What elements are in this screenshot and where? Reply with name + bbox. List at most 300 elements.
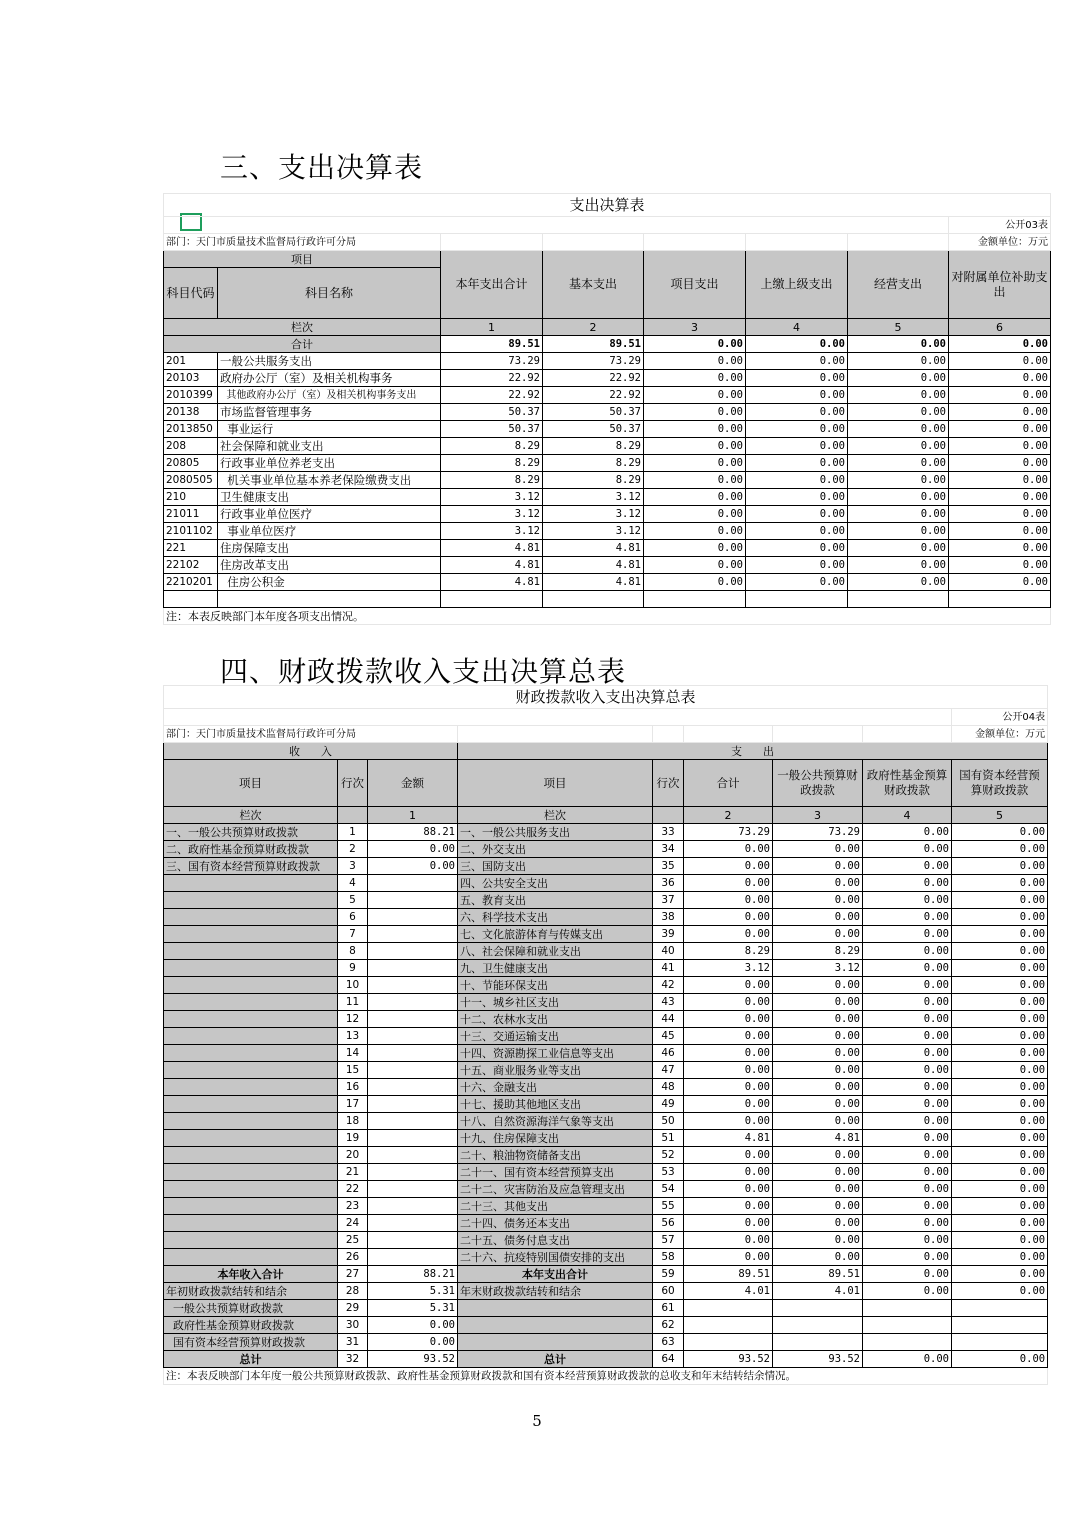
- table-code: 公开04表: [952, 709, 1048, 726]
- expense-line-no: 41: [653, 960, 684, 977]
- income-line-no: 17: [338, 1096, 368, 1113]
- amount-cell: 3.12: [441, 506, 543, 523]
- expense-item: 九、卫生健康支出: [458, 960, 653, 977]
- expense-amount: 0.00: [863, 841, 952, 858]
- income-item: [164, 943, 338, 960]
- income-item: [164, 1045, 338, 1062]
- expense-item: 十九、住房保障支出: [458, 1130, 653, 1147]
- expense-line-no: 42: [653, 977, 684, 994]
- colnum-cell: 3: [644, 319, 746, 336]
- expense-line-no: 39: [653, 926, 684, 943]
- amount-cell: 0.00: [746, 387, 848, 404]
- expense-amount: 0.00: [952, 1249, 1048, 1266]
- expense-amount: 0.00: [773, 1096, 863, 1113]
- expense-line-no: 45: [653, 1028, 684, 1045]
- expense-line-no: 61: [653, 1300, 684, 1317]
- subject-code: 2010399: [164, 387, 218, 404]
- data-row: [164, 994, 1048, 1011]
- data-row: [164, 977, 1048, 994]
- expense-amount: 0.00: [863, 1011, 952, 1028]
- expense-amount: 0.00: [863, 1266, 952, 1283]
- income-item: [164, 1130, 338, 1147]
- expense-line-no: 60: [653, 1283, 684, 1300]
- expense-line-no: 64: [653, 1351, 684, 1368]
- amount-cell: 0.00: [949, 489, 1051, 506]
- expense-amount: 0.00: [863, 1096, 952, 1113]
- expense-amount: 0.00: [773, 1181, 863, 1198]
- expense-amount: 0.00: [684, 858, 773, 875]
- amount-cell: 0.00: [746, 489, 848, 506]
- income-amount: [368, 909, 458, 926]
- subject-name: 住房保障支出: [218, 540, 441, 557]
- expense-amount: 0.00: [863, 824, 952, 841]
- expense-line-no: 50: [653, 1113, 684, 1130]
- expense-item: [458, 1300, 653, 1317]
- expense-line-no: 48: [653, 1079, 684, 1096]
- expense-amount: 0.00: [863, 1351, 952, 1368]
- unit-label: 金额单位：万元: [949, 234, 1051, 251]
- expense-amount: 0.00: [684, 1164, 773, 1181]
- expense-amount: 0.00: [863, 1028, 952, 1045]
- income-line-no: 24: [338, 1215, 368, 1232]
- expense-amount: 0.00: [952, 926, 1048, 943]
- subject-code: 210: [164, 489, 218, 506]
- income-header: 收 入: [164, 743, 458, 760]
- data-row: [164, 1130, 1048, 1147]
- expense-amount: 0.00: [773, 994, 863, 1011]
- expense-amount: 0.00: [952, 994, 1048, 1011]
- income-amount: 0.00: [368, 1334, 458, 1351]
- expense-amount: 0.00: [773, 1011, 863, 1028]
- amount-cell: 22.92: [543, 370, 644, 387]
- header-state-capital-budget: 国有资本经营预算财政拨款: [952, 760, 1048, 807]
- expense-amount: 0.00: [952, 1181, 1048, 1198]
- amount-cell: 0.00: [949, 387, 1051, 404]
- income-line-no: 4: [338, 875, 368, 892]
- expense-item: 七、文化旅游体育与传媒支出: [458, 926, 653, 943]
- expense-line-no: 35: [653, 858, 684, 875]
- amount-cell: 0.00: [949, 574, 1051, 591]
- expense-line-no: 38: [653, 909, 684, 926]
- amount-cell: 0.00: [848, 489, 949, 506]
- amount-cell: 0.00: [848, 404, 949, 421]
- department-label: 部门：天门市质量技术监督局行政许可分局: [164, 234, 441, 251]
- income-item: 一、一般公共预算财政拨款: [164, 824, 338, 841]
- income-line-no: 32: [338, 1351, 368, 1368]
- data-row: [164, 1113, 1048, 1130]
- expense-item: 总计: [458, 1351, 653, 1368]
- expense-amount: 0.00: [684, 994, 773, 1011]
- expense-line-no: 49: [653, 1096, 684, 1113]
- header-row: [164, 760, 1048, 807]
- data-row: [164, 370, 1051, 387]
- data-row: [164, 1334, 1048, 1351]
- expense-amount: 0.00: [773, 926, 863, 943]
- amount-cell: 0.00: [746, 455, 848, 472]
- expense-item: [458, 1334, 653, 1351]
- expense-amount: 0.00: [863, 960, 952, 977]
- expense-line-no: 54: [653, 1181, 684, 1198]
- expense-amount: 0.00: [863, 1130, 952, 1147]
- income-item: [164, 1164, 338, 1181]
- amount-cell: 0.00: [949, 523, 1051, 540]
- expense-amount: 0.00: [863, 994, 952, 1011]
- income-line-no: 3: [338, 858, 368, 875]
- expense-amount: 0.00: [952, 1351, 1048, 1368]
- amount-cell: 0.00: [746, 540, 848, 557]
- header-code: 科目代码: [164, 268, 218, 319]
- income-amount: 0.00: [368, 858, 458, 875]
- column-header: 上缴上级支出: [746, 251, 848, 319]
- expense-line-no: 58: [653, 1249, 684, 1266]
- amount-cell: 0.00: [644, 455, 746, 472]
- expense-item: 十八、自然资源海洋气象等支出: [458, 1113, 653, 1130]
- amount-cell: 0.00: [949, 506, 1051, 523]
- expense-amount: 0.00: [863, 1164, 952, 1181]
- amount-cell: 4.81: [543, 557, 644, 574]
- income-line-no: 7: [338, 926, 368, 943]
- amount-cell: 73.29: [441, 353, 543, 370]
- amount-cell: 8.29: [441, 438, 543, 455]
- income-line-no: 6: [338, 909, 368, 926]
- data-row: [164, 523, 1051, 540]
- amount-cell: 0.00: [746, 370, 848, 387]
- expense-amount: [684, 1334, 773, 1351]
- colnum-label: 栏次: [164, 807, 338, 824]
- amount-cell: 0.00: [644, 540, 746, 557]
- empty-cell: [218, 591, 441, 608]
- expense-item: 十、节能环保支出: [458, 977, 653, 994]
- colnum-cell: 1: [368, 807, 458, 824]
- subject-code: 20103: [164, 370, 218, 387]
- expense-amount: 0.00: [952, 1198, 1048, 1215]
- income-item: [164, 977, 338, 994]
- data-row: [164, 421, 1051, 438]
- expense-amount: 0.00: [952, 1164, 1048, 1181]
- expense-amount: 73.29: [684, 824, 773, 841]
- empty-cell: [653, 807, 684, 824]
- income-item: [164, 960, 338, 977]
- data-row: [164, 404, 1051, 421]
- colnum-row: [164, 807, 1048, 824]
- expense-amount: 0.00: [684, 1096, 773, 1113]
- income-amount: [368, 1062, 458, 1079]
- meta-row: [164, 726, 1048, 743]
- income-item: [164, 926, 338, 943]
- subject-name: 行政事业单位医疗: [218, 506, 441, 523]
- empty-cell: [543, 234, 644, 251]
- income-amount: [368, 1249, 458, 1266]
- data-row: [164, 875, 1048, 892]
- expense-item: 八、社会保障和就业支出: [458, 943, 653, 960]
- section-3-heading: 三、支出决算表: [220, 151, 424, 184]
- income-amount: [368, 943, 458, 960]
- income-amount: [368, 1181, 458, 1198]
- data-row: [164, 960, 1048, 977]
- income-line-no: 28: [338, 1283, 368, 1300]
- income-amount: [368, 994, 458, 1011]
- income-line-no: 5: [338, 892, 368, 909]
- colnum-cell: 4: [863, 807, 952, 824]
- colnum-cell: 6: [949, 319, 1051, 336]
- income-amount: 88.21: [368, 1266, 458, 1283]
- income-amount: [368, 1011, 458, 1028]
- amount-cell: 0.00: [644, 506, 746, 523]
- amount-cell: 4.81: [441, 557, 543, 574]
- amount-cell: 3.12: [543, 506, 644, 523]
- expense-amount: 0.00: [684, 875, 773, 892]
- subject-code: 2013850: [164, 421, 218, 438]
- expense-amount: 0.00: [773, 977, 863, 994]
- data-row: [164, 1317, 1048, 1334]
- amount-cell: 0.00: [644, 421, 746, 438]
- expense-item: 二十、粮油物资储备支出: [458, 1147, 653, 1164]
- empty-cell: [644, 591, 746, 608]
- expense-amount: 0.00: [684, 926, 773, 943]
- amount-cell: 4.81: [543, 540, 644, 557]
- header-total: 合计: [684, 760, 773, 807]
- amount-cell: 0.00: [746, 438, 848, 455]
- expense-item: 三、国防支出: [458, 858, 653, 875]
- unit-label: 金额单位：万元: [952, 726, 1048, 743]
- amount-cell: 0.00: [848, 506, 949, 523]
- amount-cell: 8.29: [441, 472, 543, 489]
- income-item: [164, 1198, 338, 1215]
- header-row: [164, 251, 1051, 268]
- expense-amount: 0.00: [952, 892, 1048, 909]
- expense-item: 二、外交支出: [458, 841, 653, 858]
- table-title: 财政拨款收入支出决算总表: [164, 686, 1048, 709]
- total-value: 0.00: [746, 336, 848, 353]
- data-row: [164, 1266, 1048, 1283]
- expense-amount: [773, 1300, 863, 1317]
- subject-code: 22102: [164, 557, 218, 574]
- header-fund-budget: 政府性基金预算财政拨款: [863, 760, 952, 807]
- column-header: 基本支出: [543, 251, 644, 319]
- expense-amount: 0.00: [952, 841, 1048, 858]
- expense-line-no: 63: [653, 1334, 684, 1351]
- expense-amount: [773, 1334, 863, 1351]
- amount-cell: 0.00: [746, 472, 848, 489]
- empty-cell: [746, 234, 848, 251]
- colnum-cell: 5: [952, 807, 1048, 824]
- income-item: [164, 994, 338, 1011]
- expense-amount: 3.12: [684, 960, 773, 977]
- column-header: 对附属单位补助支出: [949, 251, 1051, 319]
- expense-amount: 0.00: [952, 824, 1048, 841]
- expense-item: 十二、农林水支出: [458, 1011, 653, 1028]
- amount-cell: 50.37: [441, 404, 543, 421]
- expense-item: [458, 1317, 653, 1334]
- data-row: [164, 824, 1048, 841]
- empty-cell: [644, 234, 746, 251]
- expense-amount: [684, 1300, 773, 1317]
- subject-code: 221: [164, 540, 218, 557]
- subject-name: 事业运行: [218, 421, 441, 438]
- expense-amount: 0.00: [773, 875, 863, 892]
- empty-cell: [848, 234, 949, 251]
- table-title: 支出决算表: [164, 194, 1051, 217]
- colnum-cell: 4: [746, 319, 848, 336]
- expense-amount: 0.00: [684, 892, 773, 909]
- expense-line-no: 55: [653, 1198, 684, 1215]
- amount-cell: 0.00: [848, 438, 949, 455]
- amount-cell: 0.00: [644, 387, 746, 404]
- total-value: 0.00: [949, 336, 1051, 353]
- expense-amount: 0.00: [952, 1232, 1048, 1249]
- expense-line-no: 47: [653, 1062, 684, 1079]
- expense-amount: 0.00: [863, 1045, 952, 1062]
- subject-code: 20805: [164, 455, 218, 472]
- colnum-cell: 5: [848, 319, 949, 336]
- expense-amount: [952, 1334, 1048, 1351]
- empty-cell: [338, 807, 368, 824]
- income-amount: [368, 1113, 458, 1130]
- income-amount: [368, 875, 458, 892]
- data-row: [164, 1062, 1048, 1079]
- meta-row: [164, 234, 1051, 251]
- amount-cell: 3.12: [441, 489, 543, 506]
- expense-amount: 0.00: [952, 960, 1048, 977]
- subject-name: 卫生健康支出: [218, 489, 441, 506]
- income-line-no: 13: [338, 1028, 368, 1045]
- expense-amount: 0.00: [863, 1079, 952, 1096]
- empty-cell: [164, 709, 952, 726]
- expense-amount: 0.00: [952, 943, 1048, 960]
- colnum-cell: 1: [441, 319, 543, 336]
- amount-cell: 3.12: [543, 489, 644, 506]
- expense-item: 十一、城乡社区支出: [458, 994, 653, 1011]
- column-header: 项目支出: [644, 251, 746, 319]
- subject-name: 住房改革支出: [218, 557, 441, 574]
- expense-amount: 0.00: [952, 1062, 1048, 1079]
- section-4-heading: 四、财政拨款收入支出决算总表: [220, 655, 627, 688]
- header-line: 行次: [338, 760, 368, 807]
- expense-amount: 3.12: [773, 960, 863, 977]
- expense-amount: 0.00: [684, 1147, 773, 1164]
- amount-cell: 0.00: [949, 438, 1051, 455]
- income-item: [164, 1249, 338, 1266]
- expense-amount: 0.00: [773, 1062, 863, 1079]
- expense-amount: 0.00: [773, 1232, 863, 1249]
- amount-cell: 0.00: [949, 557, 1051, 574]
- expense-line-no: 43: [653, 994, 684, 1011]
- expense-amount: 0.00: [863, 1232, 952, 1249]
- expense-item: 十五、商业服务业等支出: [458, 1062, 653, 1079]
- income-amount: [368, 892, 458, 909]
- expense-item: 二十六、抗疫特别国债安排的支出: [458, 1249, 653, 1266]
- subject-name: 住房公积金: [218, 574, 441, 591]
- title-row: [164, 194, 1051, 217]
- title-row: [164, 686, 1048, 709]
- expense-amount: [952, 1300, 1048, 1317]
- expense-amount: 4.81: [684, 1130, 773, 1147]
- income-item: [164, 1096, 338, 1113]
- subject-code: 2210201: [164, 574, 218, 591]
- amount-cell: 0.00: [644, 574, 746, 591]
- income-amount: [368, 1028, 458, 1045]
- expense-amount: 4.81: [773, 1130, 863, 1147]
- income-amount: [368, 926, 458, 943]
- empty-cell: [458, 726, 653, 743]
- amount-cell: 0.00: [848, 540, 949, 557]
- income-amount: [368, 1130, 458, 1147]
- table-note: 注：本表反映部门本年度各项支出情况。: [164, 608, 1051, 625]
- income-item: [164, 1181, 338, 1198]
- data-row: [164, 909, 1048, 926]
- colnum-cell: 2: [684, 807, 773, 824]
- amount-cell: 0.00: [746, 421, 848, 438]
- colnum-label: 栏次: [164, 319, 441, 336]
- expense-line-no: 46: [653, 1045, 684, 1062]
- expense-line-no: 33: [653, 824, 684, 841]
- data-row: [164, 1079, 1048, 1096]
- fiscal-appropriation-summary-table: [163, 685, 1048, 1385]
- expense-amount: 0.00: [863, 1215, 952, 1232]
- income-item: [164, 1079, 338, 1096]
- expense-line-no: 44: [653, 1011, 684, 1028]
- expense-amount: 0.00: [684, 1113, 773, 1130]
- income-line-no: 8: [338, 943, 368, 960]
- data-row: [164, 1283, 1048, 1300]
- expense-amount: 0.00: [863, 1062, 952, 1079]
- expense-amount: 4.01: [684, 1283, 773, 1300]
- expense-amount: 0.00: [684, 1181, 773, 1198]
- data-row: [164, 472, 1051, 489]
- column-header: 经营支出: [848, 251, 949, 319]
- expense-item: 二十四、债务还本支出: [458, 1215, 653, 1232]
- income-amount: 88.21: [368, 824, 458, 841]
- expense-amount: 0.00: [952, 977, 1048, 994]
- income-line-no: 9: [338, 960, 368, 977]
- expenditure-final-account-table: [163, 193, 1051, 625]
- data-row: [164, 1215, 1048, 1232]
- income-line-no: 22: [338, 1181, 368, 1198]
- amount-cell: 0.00: [644, 404, 746, 421]
- amount-cell: 0.00: [746, 557, 848, 574]
- expense-amount: [952, 1317, 1048, 1334]
- amount-cell: 0.00: [746, 404, 848, 421]
- income-line-no: 12: [338, 1011, 368, 1028]
- department-label: 部门：天门市质量技术监督局行政许可分局: [164, 726, 458, 743]
- empty-cell: [773, 726, 863, 743]
- amount-cell: 0.00: [746, 353, 848, 370]
- expense-amount: 0.00: [773, 1249, 863, 1266]
- amount-cell: 0.00: [644, 370, 746, 387]
- income-item: 三、国有资本经营预算财政拨款: [164, 858, 338, 875]
- income-line-no: 23: [338, 1198, 368, 1215]
- expense-amount: 0.00: [863, 858, 952, 875]
- data-row: [164, 438, 1051, 455]
- expense-amount: 0.00: [952, 858, 1048, 875]
- expense-item: 本年支出合计: [458, 1266, 653, 1283]
- expense-amount: 0.00: [952, 1266, 1048, 1283]
- expense-amount: 0.00: [863, 943, 952, 960]
- data-row: [164, 926, 1048, 943]
- expense-item: 十七、援助其他地区支出: [458, 1096, 653, 1113]
- expense-amount: 89.51: [773, 1266, 863, 1283]
- amount-cell: 0.00: [644, 438, 746, 455]
- expense-line-no: 36: [653, 875, 684, 892]
- income-amount: 5.31: [368, 1300, 458, 1317]
- blank-row: [164, 591, 1051, 608]
- note-row: [164, 1368, 1048, 1385]
- expense-item: 十六、金融支出: [458, 1079, 653, 1096]
- subject-code: 2080505: [164, 472, 218, 489]
- data-row: [164, 1232, 1048, 1249]
- data-row: [164, 1249, 1048, 1266]
- data-row: [164, 1147, 1048, 1164]
